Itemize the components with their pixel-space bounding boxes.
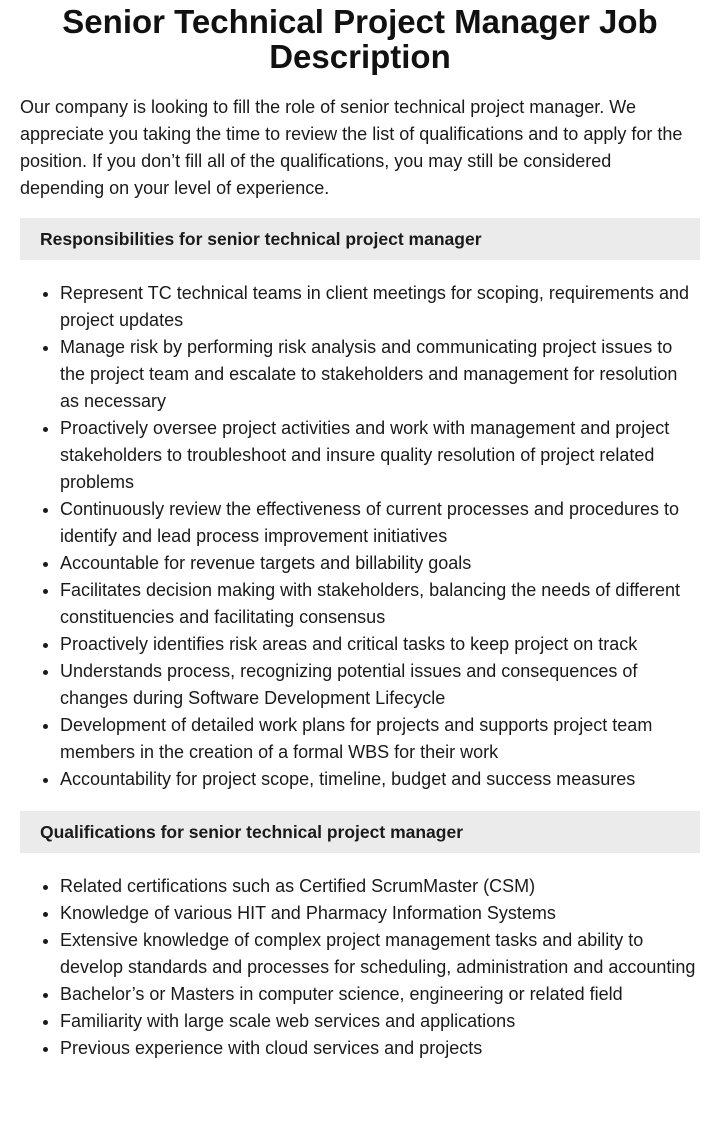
list-item: • Understands process, recognizing potential issues and consequences of changes during Software Development Lifecycle [60,658,700,712]
list-item: • Accountability for project scope, timeline, budget and success measures [60,766,700,793]
list-item: • Related certifications such as Certified ScrumMaster (CSM) [60,873,700,900]
list-item: • Proactively oversee project activities and work with management and project stakeholders to troubleshoot and insure quality resolution of project related problems [60,415,700,496]
responsibilities-heading: Responsibilities for senior technical project manager [20,218,700,260]
list-item: • Continuously review the effectiveness of current processes and procedures to identify and lead process improvement initiatives [60,496,700,550]
qualifications-heading: Qualifications for senior technical project manager [20,811,700,853]
page-title: Senior Technical Project Manager Job Description [62,3,658,75]
list-item: • Manage risk by performing risk analysis and communicating project issues to the project team and escalate to stakeholders and management for resolution as necessary [60,334,700,415]
responsibilities-list [20,280,700,793]
qualifications-list [20,873,700,1062]
list-item: • Bachelor’s or Masters in computer science, engineering or related field [60,981,700,1008]
list-item: • Facilitates decision making with stakeholders, balancing the needs of different constituencies and facilitating consensus [60,577,700,631]
job-description-page [0,4,720,1062]
list-item: • Previous experience with cloud services and projects [60,1035,700,1062]
list-item: • Proactively identifies risk areas and critical tasks to keep project on track [60,631,700,658]
list-item: • Knowledge of various HIT and Pharmacy Information Systems [60,900,700,927]
list-item: • Familiarity with large scale web services and applications [60,1008,700,1035]
list-item: • Represent TC technical teams in client meetings for scoping, requirements and project updates [60,280,700,334]
list-item: • Development of detailed work plans for projects and supports project team members in the creation of a formal WBS for their work [60,712,700,766]
intro-paragraph: Our company is looking to fill the role of senior technical project manager. We appreciate you taking the time to review the list of qualifications and to apply for the position. If you don’t fill all of the qualifications, you may still be considered depending on your level of experience. [20,97,683,198]
list-item: • Extensive knowledge of complex project management tasks and ability to develop standards and processes for scheduling, administration and accounting [60,927,700,981]
list-item: • Accountable for revenue targets and billability goals [60,550,700,577]
